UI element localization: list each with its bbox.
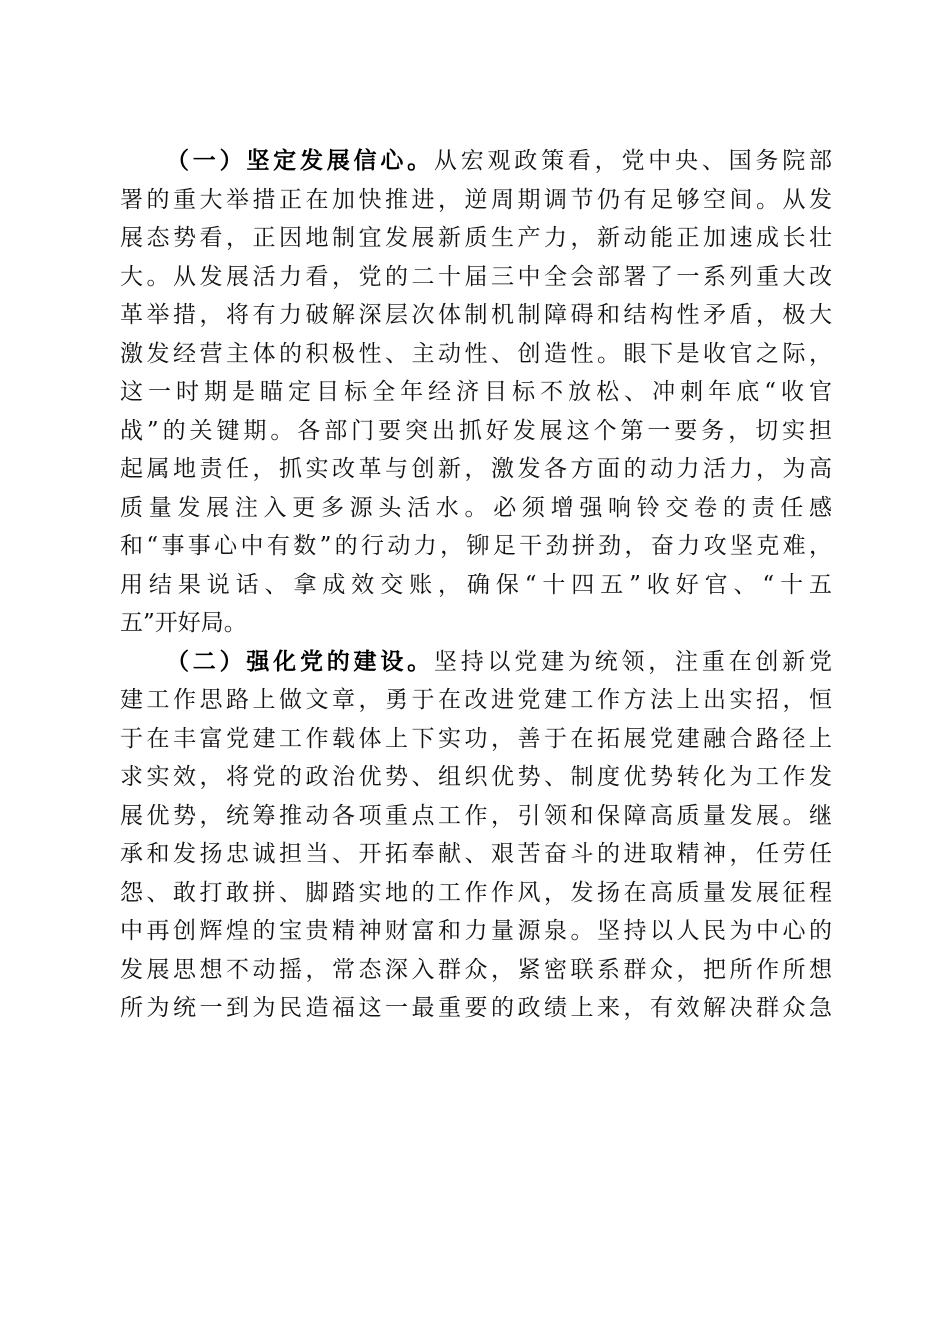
paragraph-1-text: 从宏观政策看，党中央、国务院部 xyxy=(433,148,833,174)
paragraph-2-line: 承和发扬忠诚担当、开拓奉献、艰苦奋斗的进取精神，任劳任 xyxy=(120,841,832,867)
section-heading-2: （二）强化党的建设。 xyxy=(166,648,434,675)
paragraph-1-line: 激发经营主体的积极性、主动性、创造性。眼下是收官之际， xyxy=(120,340,832,367)
paragraph-1-line: 用结果说话、拿成效交账，确保“十四五”收好官、“十五 xyxy=(120,571,832,598)
paragraph-1-line: 署的重大举措正在加快推进，逆周期调节仍有足够空间。从发 xyxy=(120,186,832,213)
paragraph-1-line: 和“事事心中有数”的行动力，铆足干劲拼劲，奋力攻坚克难， xyxy=(120,533,832,559)
paragraph-2-line: 求实效，将党的政治优势、组织优势、制度优势转化为工作发 xyxy=(120,764,832,790)
paragraph-2-line: 于在丰富党建工作载体上下实功，善于在拓展党建融合路径上 xyxy=(120,725,832,752)
paragraph-2-line: 发展思想不动摇，常态深入群众，紧密联系群众，把所作所想 xyxy=(120,956,832,983)
paragraph-1-first-line xyxy=(120,142,832,181)
paragraph-2-first-line xyxy=(120,643,832,682)
paragraph-2-line: 怨、敢打敢拼、脚踏实地的工作作风，发扬在高质量发展征程 xyxy=(120,879,832,906)
paragraph-1-line: 质量发展注入更多源头活水。必须增强响铃交卷的责任感 xyxy=(120,494,832,521)
paragraph-2-line: 展优势，统筹推动各项重点工作，引领和保障高质量发展。继 xyxy=(120,802,832,829)
paragraph-1-line: 战”的关键期。各部门要突出抓好发展这个第一要务，切实担 xyxy=(120,417,832,444)
paragraph-2-text: 坚持以党建为统领，注重在创新党 xyxy=(433,648,833,675)
paragraph-1-line: 革举措，将有力破解深层次体制机制障碍和结构性矛盾，极大 xyxy=(120,302,832,328)
paragraph-1-line: 大。从发展活力看，党的二十届三中全会部署了一系列重大改 xyxy=(120,263,832,290)
paragraph-1-line: 这一时期是瞄定目标全年经济目标不放松、冲刺年底“收官 xyxy=(120,379,832,405)
paragraph-2-line: 建工作思路上做文章，勇于在改进党建工作方法上出实招，恒 xyxy=(120,687,832,713)
paragraph-2-line: 中再创辉煌的宝贵精神财富和力量源泉。坚持以人民为中心的 xyxy=(120,918,832,944)
document-body xyxy=(120,142,832,1028)
paragraph-1-last-line: 五”开好局。 xyxy=(120,610,247,636)
paragraph-2-line: 所为统一到为民造福这一最重要的政绩上来，有效解决群众急 xyxy=(120,995,832,1021)
section-heading-1: （一）坚定发展信心。 xyxy=(166,148,434,174)
paragraph-1-line: 起属地责任，抓实改革与创新，激发各方面的动力活力，为高 xyxy=(120,456,832,482)
paragraph-1-line: 展态势看，正因地制宜发展新质生产力，新动能正加速成长壮 xyxy=(120,225,832,251)
